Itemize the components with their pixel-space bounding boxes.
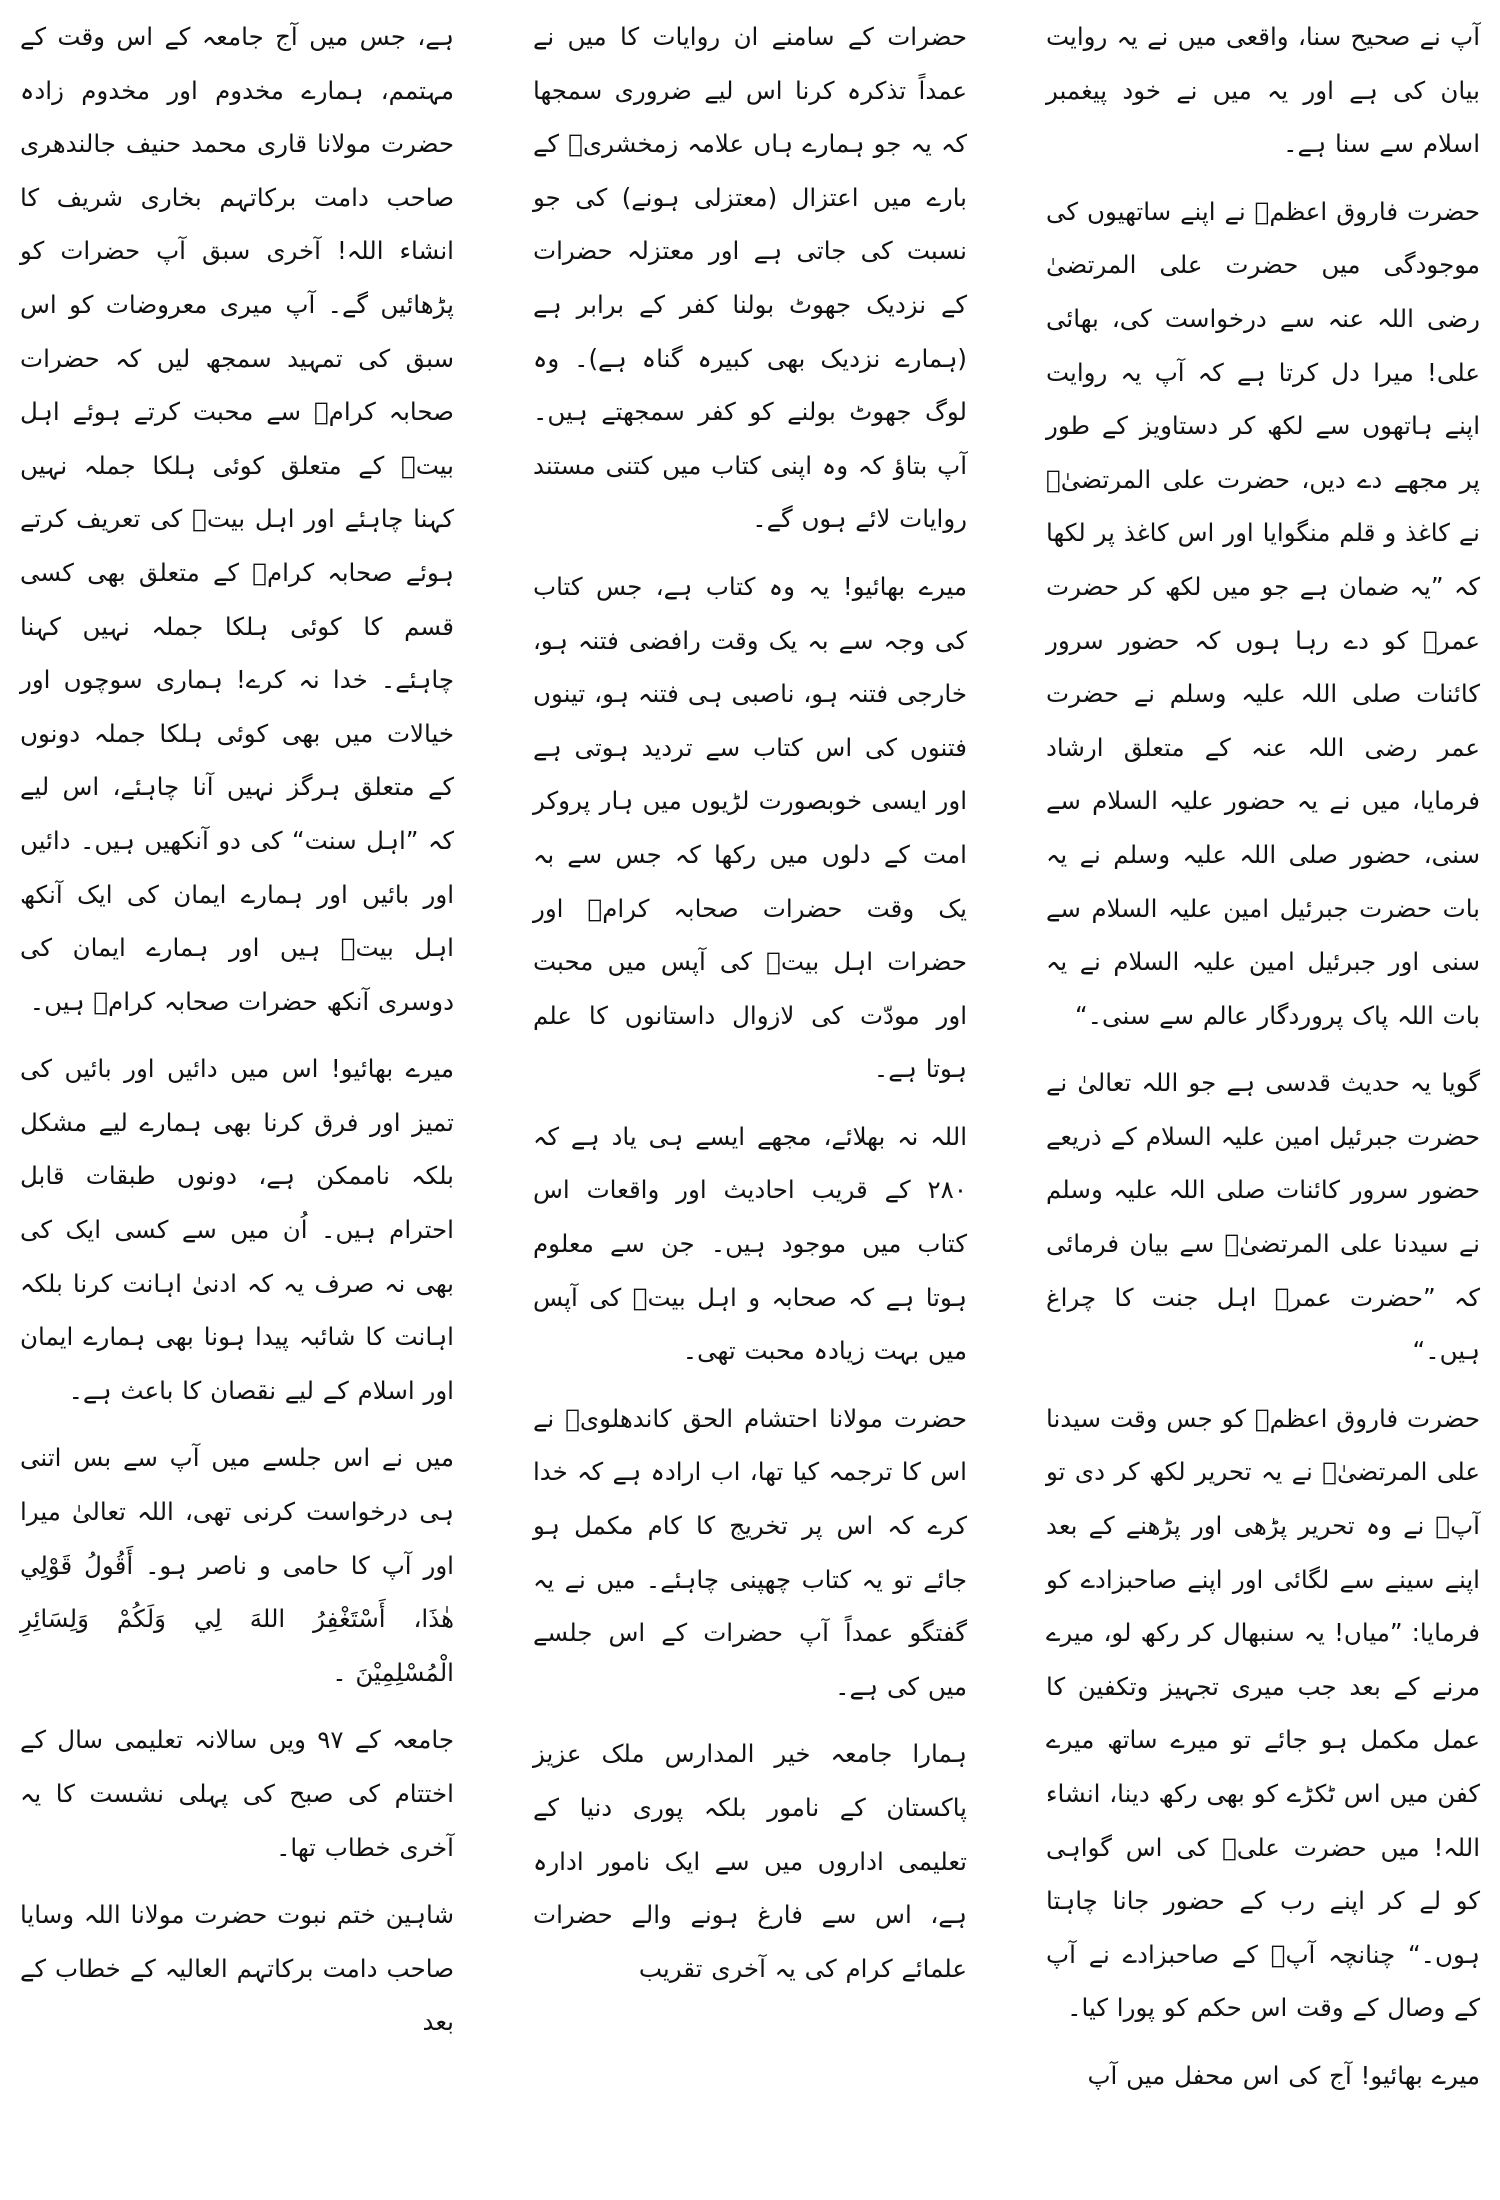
paragraph: میرے بھائیو! یہ وہ کتاب ہے، جس کتاب کی وجہ سے بہ یک وقت رافضی فتنہ ہو، خارجی فتنہ ہو، ناصبی ہی فتنہ ہو، تینوں فتنوں کی اس کتاب سے تردید ہوتی ہے اور ایسی خوبصورت لڑیوں میں ہار پروکر امت کے دلوں میں رکھا کہ جس سے بہ یک وقت حضرات صحابہ کرامؓ اور حضرات اہل بیتؓ کی آپس میں محبت اور مودّت کی لازوال داستانوں کا علم ہوتا ہے۔ — [533, 571, 967, 1084]
paragraph: حضرت مولانا احتشام الحق کاندھلویؒ نے اس کا ترجمہ کیا تھا، اب ارادہ ہے کہ خدا کرے کہ اس پر تخریج کا کام مکمل ہو جائے تو یہ کتاب چھپنی چاہئے۔ میں نے یہ گفتگو عمداً آپ حضرات کے اس جلسے میں کی ہے۔ — [533, 1403, 967, 1701]
paragraph: میرے بھائیو! اس میں دائیں اور بائیں کی تمیز اور فرق کرنا بھی ہمارے لیے مشکل بلکہ ناممکن ہے، دونوں طبقات قابل احترام ہیں۔ اُن میں سے کسی ایک کی بھی نہ صرف یہ کہ ادنیٰ اہانت کرنا بلکہ اہانت کا شائبہ پیدا ہونا بھی ہمارے ایمان اور اسلام کے لیے نقصان کا باعث ہے۔ — [20, 1054, 454, 1405]
paragraph: جامعہ کے ۹۷ ویں سالانہ تعلیمی سال کے اختتام کی صبح کی پہلی نشست کا یہ آخری خطاب تھا۔ — [20, 1725, 454, 1862]
column-right — [1040, 10, 1486, 2190]
column-left — [14, 10, 460, 2190]
paragraph: گویا یہ حدیث قدسی ہے جو اللہ تعالیٰ نے حضرت جبرئیل امین علیہ السلام کے ذریعے حضور سرور کائنات صلی اللہ علیہ وسلم نے سیدنا علی المرتضیٰؓ سے بیان فرمائی کہ ”حضرت عمرؓ اہل جنت کا چراغ ہیں۔“ — [1046, 1068, 1480, 1366]
paragraph: اللہ نہ بھلائے، مجھے ایسے ہی یاد ہے کہ ۲۸۰ کے قریب احادیث اور واقعات اس کتاب میں موجود ہیں۔ جن سے معلوم ہوتا ہے کہ صحابہ و اہل بیتؓ کی آپس میں بہت زیادہ محبت تھی۔ — [533, 1121, 967, 1366]
paragraph: حضرت فاروق اعظمؓ کو جس وقت سیدنا علی المرتضیٰؓ نے یہ تحریر لکھ کر دی تو آپؓ نے وہ تحریر پڑھی اور پڑھنے کے بعد اپنے سینے سے لگائی اور اپنے صاحبزادے کو فرمایا: ”میاں! یہ سنبھال کر رکھ لو، میرے مرنے کے بعد جب میری تجہیز وتکفین کا عمل مکمل ہو جائے تو میرے ساتھ میرے کفن میں اس ٹکڑے کو بھی رکھ دینا، انشاء اللہ! میں حضرت علیؓ کی اس گواہی کو لے کر اپنے رب کے حضور جانا چاہتا ہوں۔“ چنانچہ آپؓ کے صاحبزادے نے آپ کے وصال کے وقت اس حکم کو پورا کیا۔ — [1046, 1403, 1480, 2023]
paragraph: حضرات کے سامنے ان روایات کا میں نے عمداً تذکرہ کرنا اس لیے ضروری سمجھا کہ یہ جو ہمارے ہاں علامہ زمخشریؒ کے بارے میں اعتزال (معتزلی ہونے) کی جو نسبت کی جاتی ہے اور معتزلہ حضرات کے نزدیک جھوٹ بولنا کفر کے برابر ہے (ہمارے نزدیک بھی کبیرہ گناہ ہے)۔ وہ لوگ جھوٹ بولنے کو کفر سمجھتے ہیں۔ آپ بتاؤ کہ وہ اپنی کتاب میں کتنی مستند روایات لائے ہوں گے۔ — [533, 22, 967, 534]
article-page — [14, 10, 1486, 2190]
column-middle — [527, 10, 973, 2190]
paragraph: ہمارا جامعہ خیر المدارس ملک عزیز پاکستان کے نامور بلکہ پوری دنیا کے تعلیمی اداروں میں سے ایک نامور ادارہ ہے، اس سے فارغ ہونے والے حضرات علمائے کرام کی یہ آخری تقریب — [533, 1739, 967, 1983]
paragraph: میں نے اس جلسے میں آپ سے بس اتنی ہی درخواست کرنی تھی، اللہ تعالیٰ میرا اور آپ کا حامی و ناصر ہو۔ أَقُولُ قَوْلِي هٰذَا، أَسْتَغْفِرُ اللهَ لِي وَلَكُمْ وَلِسَائِرِ الْمُسْلِمِيْنَ ۔ — [20, 1443, 454, 1687]
paragraph: میرے بھائیو! آج کی اس محفل میں آپ — [1087, 2060, 1480, 2090]
paragraph: شاہین ختم نبوت حضرت مولانا اللہ وسایا صاحب دامت برکاتہم العالیہ کے خطاب کے بعد — [20, 1900, 454, 2037]
paragraph: آپ نے صحیح سنا، واقعی میں نے یہ روایت بیان کی ہے اور یہ میں نے خود پیغمبر اسلام سے سنا ہے۔ — [1046, 22, 1480, 159]
paragraph: ہے، جس میں آج جامعہ کے اس وقت کے مہتمم، ہمارے مخدوم اور مخدوم زادہ حضرت مولانا قاری محمد حنیف جالندھری صاحب دامت برکاتہم بخاری شریف کا انشاء اللہ! آخری سبق آپ حضرات کو پڑھائیں گے۔ آپ میری معروضات کو اس سبق کی تمہید سمجھ لیں کہ حضرات صحابہ کرامؓ سے محبت کرتے ہوئے اہل بیتؓ کے متعلق کوئی ہلکا جملہ نہیں کہنا چاہئے اور اہل بیتؓ کی تعریف کرتے ہوئے صحابہ کرامؓ کے متعلق بھی کسی قسم کا کوئی ہلکا جملہ نہیں کہنا چاہئے۔ خدا نہ کرے! ہماری سوچوں اور خیالات میں بھی کوئی ہلکا جملہ دونوں کے متعلق ہرگز نہیں آنا چاہئے، اس لیے کہ ”اہل سنت“ کی دو آنکھیں ہیں۔ دائیں اور بائیں اور ہمارے ایمان کی ایک آنکھ اہل بیتؓ ہیں اور ہمارے ایمان کی دوسری آنکھ حضرات صحابہ کرامؓ ہیں۔ — [20, 22, 454, 1016]
paragraph: حضرت فاروق اعظمؓ نے اپنے ساتھیوں کی موجودگی میں حضرت علی المرتضیٰ رضی اللہ عنہ سے درخواست کی، بھائی علی! میرا دل کرتا ہے کہ آپ یہ روایت اپنے ہاتھوں سے لکھ کر دستاویز کے طور پر مجھے دے دیں، حضرت علی المرتضیٰؓ نے کاغذ و قلم منگوایا اور اس کاغذ پر لکھا کہ ”یہ ضمان ہے جو میں لکھ کر حضرت عمرؓ کو دے رہا ہوں کہ حضور سرور کائنات صلی اللہ علیہ وسلم نے حضرت عمر رضی اللہ عنہ کے متعلق ارشاد فرمایا، میں نے یہ حضور علیہ السلام سے سنی، حضور صلی اللہ علیہ وسلم نے یہ بات حضرت جبرئیل امین علیہ السلام سے سنی اور جبرئیل امین علیہ السلام نے یہ بات اللہ پاک پروردگار عالم سے سنی۔“ — [1046, 196, 1480, 1030]
